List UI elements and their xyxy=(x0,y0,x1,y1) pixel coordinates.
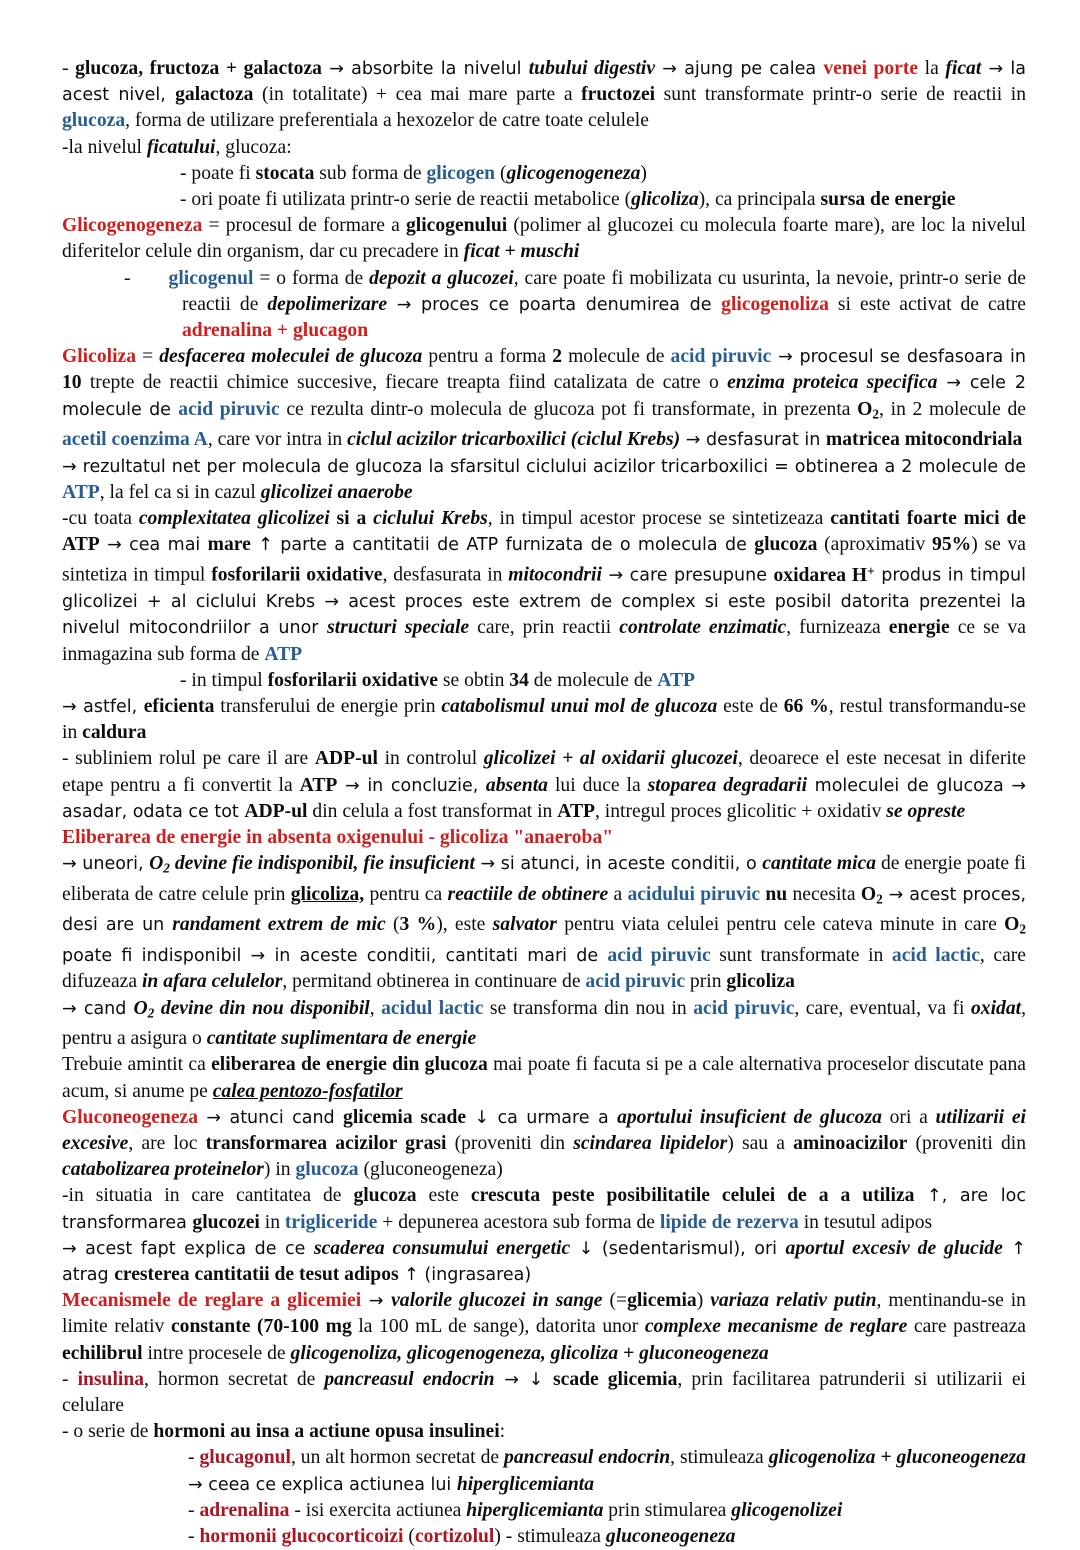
text-run: trepte de reactii chimice succesive, fiecare treapta fiind catalizata de catre o xyxy=(81,372,728,394)
text-run: ce se va inmagazina sub forma de xyxy=(62,617,1026,665)
term-hormonii-glucocorticoizi: hormonii glucocorticoizi xyxy=(199,1526,404,1548)
text-run: transferului de energie prin xyxy=(214,695,442,717)
text-run-bold-italic: scaderea consumului energetic xyxy=(313,1237,571,1259)
text-run-bold: 10 xyxy=(62,372,82,394)
text-run-bold: fosforilarii oxidative xyxy=(211,564,383,586)
text-run-bold-italic: controlate enzimatic xyxy=(619,617,787,639)
text-run-bold: galactoza xyxy=(175,84,254,106)
paragraph-o2-available-again xyxy=(62,996,1026,1053)
text-run-bold-italic: se opreste xyxy=(886,800,966,822)
text-run-bold-italic: utilizarii ei excesive xyxy=(62,1106,1026,1154)
term-acid-piruvic: acid piruvic xyxy=(607,945,711,967)
text-run-bold: glicemia xyxy=(627,1290,697,1312)
text-run-bold: crescuta peste posibilitatile celulei de a a utiliza xyxy=(470,1185,915,1207)
text-run: moleculei de glucoza → asadar, odata ce tot xyxy=(62,775,1027,822)
term-adp-ul: ADP-ul xyxy=(314,748,378,770)
text-run-bold-italic: hiperglicemianta xyxy=(466,1499,604,1521)
text-run-bold-italic: depolimerizare xyxy=(267,293,388,315)
term-trigliceride: trigliceride xyxy=(284,1211,378,1233)
text-run: → atunci cand xyxy=(198,1107,344,1128)
term-atp: ATP xyxy=(264,643,303,665)
text-run-bold: cantitati foarte mici de ATP xyxy=(62,507,1026,556)
paragraph-oxidative-phosphorylation xyxy=(62,506,1026,668)
paragraph-stored-glycogen xyxy=(62,161,1026,187)
text-run: → acest proces, desi are un xyxy=(62,884,1027,936)
text-run: ( xyxy=(495,162,507,184)
text-run: - poate fi xyxy=(180,162,256,184)
paragraph-efficiency xyxy=(62,694,1026,746)
paragraph-glycolysis-def xyxy=(62,344,1026,453)
paragraph-sedentarism xyxy=(62,1236,1026,1288)
text-run-bold-italic: desfacerea moleculei de glucoza xyxy=(159,346,423,368)
formula-symbol: O xyxy=(857,398,873,420)
text-run-bold-italic: cantitate mica xyxy=(762,853,877,875)
text-run: → absorbite la nivelul xyxy=(321,59,529,79)
text-run-bold-italic: mitocondrii xyxy=(508,564,602,586)
text-run: , forma de utilizare preferentiala a hexozelor de catre toate celulele xyxy=(125,110,649,132)
text-run: (aproximativ xyxy=(817,534,933,556)
text-run: poate fi indisponibil → in aceste conditii, cantitati mari de xyxy=(62,946,608,967)
text-run: → xyxy=(361,1291,392,1312)
text-run-bold: constante (70-100 mg xyxy=(170,1316,352,1338)
formula-o2 xyxy=(861,884,883,905)
text-run-bold-italic: complexe mecanisme de reglare xyxy=(644,1316,908,1338)
text-run: (= xyxy=(602,1290,628,1312)
text-run: ( xyxy=(403,1526,415,1548)
term-lipide-de-rezerva: lipide de rezerva xyxy=(659,1211,799,1233)
text-run: ) - stimuleaza xyxy=(494,1526,606,1548)
text-run-bold: transformarea acizilor grasi xyxy=(205,1132,447,1154)
text-run-bold-italic: aportului insuficient de glucoza xyxy=(617,1106,882,1128)
text-run: pentru viata celulei pentru cele cateva minute in care xyxy=(556,914,1005,936)
text-run: ) se va sintetiza in timpul xyxy=(62,534,1026,586)
formula-symbol: O xyxy=(860,883,877,905)
term-acid-piruvic: acid piruvic xyxy=(585,971,686,993)
term-atp: ATP xyxy=(557,800,595,822)
text-run: si este activat de catre xyxy=(828,293,1026,315)
text-run-bold: 2 xyxy=(552,346,562,368)
formula-subscript: 2 xyxy=(1019,921,1026,937)
text-run-blue-bold: glucoza xyxy=(62,110,126,132)
text-run: in xyxy=(259,1211,285,1233)
paragraph-glycemia-regulation xyxy=(62,1288,1026,1367)
paragraph-anaerobic-detail xyxy=(62,851,1026,995)
text-run-bold-italic: stoparea degradarii xyxy=(647,774,808,796)
text-run-bold-italic: salvator xyxy=(492,914,557,936)
text-run-bold-italic: pancreasul endocrin xyxy=(504,1447,671,1469)
formula-o2 xyxy=(149,853,170,874)
text-run: → si atunci, in aceste conditii, o xyxy=(474,854,763,875)
formula-o2 xyxy=(134,998,155,1019)
term-glucoza: glucoza xyxy=(295,1159,359,1181)
term-glicoliza: glicoliza xyxy=(726,971,795,993)
text-run-bold: glucozei xyxy=(192,1211,260,1233)
text-run: + depunerea acestora sub forma de xyxy=(377,1211,660,1233)
paragraph-glucose-absorption xyxy=(62,56,1026,135)
heading-anaerobic-glycolysis xyxy=(62,825,1026,851)
text-run-bold-italic: glicogenogeneza xyxy=(506,162,641,184)
term-atp: ATP xyxy=(62,481,100,503)
term-glicoliza-underlined: glicoliza, xyxy=(290,883,365,905)
formula-symbol: O xyxy=(133,997,148,1019)
text-run: → uneori, xyxy=(62,854,150,875)
text-run: , desfasurata in xyxy=(382,564,509,586)
term-adp-ul: ADP-ul xyxy=(244,800,308,822)
text-run-bold-italic: gluconeogeneza xyxy=(605,1526,736,1548)
heading-mecanisme-reglare: Mecanismele de reglare a glicemiei xyxy=(62,1290,362,1312)
text-run: se obtin xyxy=(437,669,510,691)
text-run: , la fel ca si in cazul xyxy=(99,481,261,503)
term-acetil-coenzima-a: acetil coenzima A xyxy=(62,429,208,451)
text-run-bold: sursa de energie xyxy=(820,189,956,211)
text-run-bold: caldura xyxy=(82,722,147,744)
text-run-bold: glucoza xyxy=(353,1185,417,1207)
text-run: pentru a forma xyxy=(422,346,553,368)
text-run: sunt transformate in xyxy=(710,945,892,967)
text-run: pentru ca xyxy=(364,883,448,905)
text-run: - xyxy=(188,1526,200,1548)
term-acid-piruvic: acid piruvic xyxy=(178,398,280,420)
text-run-bold-italic: glicogenoliza, glicogenogeneza, glicoliza + gluconeogeneza xyxy=(290,1342,769,1364)
text-run-bold-italic: oxidat xyxy=(971,997,1022,1019)
text-run-bold-italic: randament extrem de mic xyxy=(172,914,386,936)
text-run: → desfasurat in xyxy=(680,430,826,451)
text-run: → rezultatul net per molecula de glucoza la sfarsitul ciclului acizilor tricarboxilici = obtinerea a 2 molecule de xyxy=(62,456,1026,477)
text-run: ↑ atrag xyxy=(62,1238,1026,1285)
paragraph-glycogenogenesis-def xyxy=(62,213,1026,265)
paragraph-opposing-hormones xyxy=(62,1419,1026,1445)
text-run: , in timpul acestor procese se sintetizeaza xyxy=(487,507,831,529)
text-run: , prin facilitarea patrunderii si utilizarii ei celulare xyxy=(62,1368,1026,1417)
text-run: - xyxy=(124,267,131,289)
term-cortizolul: cortizolul xyxy=(414,1526,495,1548)
text-run: sunt transformate printr-o serie de reactii in xyxy=(655,84,1026,106)
text-run: - xyxy=(62,58,76,79)
text-run-bold-italic: hiperglicemianta xyxy=(456,1473,595,1495)
text-run-bold-italic: catabolismul unui mol de glucoza xyxy=(441,695,718,717)
text-run-bold-italic: glicogenoliza + gluconeogeneza xyxy=(768,1447,1026,1469)
text-run: a xyxy=(608,883,628,905)
text-run: = procesul de formare a xyxy=(202,215,406,237)
text-run: → procesul se desfasoara in xyxy=(771,347,1026,368)
text-run-bold: glucoza xyxy=(754,534,818,556)
formula-symbol: O xyxy=(1004,914,1020,936)
text-run-bold-italic: ciclului Krebs xyxy=(373,507,488,529)
text-run-bold-italic: ficatului xyxy=(146,136,216,158)
text-run-bold: energie xyxy=(888,617,950,639)
formula-subscript: 2 xyxy=(876,891,883,907)
text-run-bold-italic: valorile glucozei in sange xyxy=(391,1290,603,1312)
term-acid-lactic: acid lactic xyxy=(891,945,980,967)
text-run: necesita xyxy=(787,883,861,905)
text-run: ↑ parte a cantitatii de ATP furnizata de o molecula de xyxy=(250,535,755,556)
text-run-bold-italic: in afara celulelor xyxy=(141,971,283,993)
text-run-bold-italic: glicogenolizei xyxy=(731,1499,843,1521)
text-run: -la nivelul xyxy=(62,136,147,158)
paragraph-excess-glucose xyxy=(62,1183,1026,1235)
text-run-bold: echilibrul xyxy=(62,1342,143,1364)
formula-symbol: O xyxy=(149,853,164,875)
term-atp: ATP xyxy=(657,669,695,691)
text-run-bold: glicemia scade xyxy=(343,1106,467,1128)
text-run: ), ca principala xyxy=(698,189,821,211)
heading-text: Eliberarea de energie in absenta oxigenului - glicoliza "anaeroba" xyxy=(62,826,614,848)
text-run-bold-italic: structuri speciale xyxy=(327,617,470,639)
text-run: in controlul xyxy=(378,748,484,770)
paragraph-adrenaline xyxy=(62,1498,1026,1524)
text-run-bold-italic: variaza relativ putin xyxy=(710,1290,877,1312)
paragraph-glycolysis-energy-source xyxy=(62,187,1026,213)
text-run: , permitand obtinerea in continuare de xyxy=(282,971,586,993)
text-run: → proces ce poarta denumirea de xyxy=(387,294,722,315)
text-run-bold-italic: enzima proteica specifica xyxy=(727,372,938,394)
text-run: care pastreaza xyxy=(907,1316,1026,1338)
text-run: ) xyxy=(696,1290,711,1312)
text-run-bold: scade glicemia xyxy=(553,1368,678,1390)
text-run: → cand xyxy=(62,998,134,1019)
paragraph-adp-role xyxy=(62,746,1026,825)
text-run: - ori poate fi utilizata printr-o serie de reactii metabolice ( xyxy=(180,189,632,211)
text-run: (proveniti din xyxy=(907,1132,1026,1154)
text-run-bold: hormoni au insa a actiune opusa insulinei xyxy=(153,1421,500,1443)
text-run-bold: nu xyxy=(765,883,788,905)
text-run-bold-italic: devine fie indisponibil, fie insuficient xyxy=(169,853,475,875)
text-run: ↑, are loc transformarea xyxy=(62,1186,1026,1233)
paragraph-pentose-phosphate xyxy=(62,1052,1026,1104)
text-run: -cu toata xyxy=(62,507,139,529)
text-run: care, prin reactii xyxy=(469,617,620,639)
formula-subscript: 2 xyxy=(147,1004,155,1020)
paragraph-glucocorticoids xyxy=(62,1524,1026,1550)
text-run: , care poate fi mobilizata cu usurinta, la nevoie, printr-o serie de reactii de xyxy=(182,267,1026,315)
text-run-bold-italic: ciclul acizilor tricarboxilici (ciclul Krebs) xyxy=(347,429,681,451)
text-run: ce rezulta dintr-o molecula de glucoza pot fi transformate, in prezenta xyxy=(279,398,858,420)
text-run: de molecule de xyxy=(528,669,658,691)
text-run: = o forma de xyxy=(253,267,370,289)
text-run: , glucoza: xyxy=(215,136,292,158)
term-gluconeogeneza: Gluconeogeneza xyxy=(62,1106,199,1128)
text-run: ) xyxy=(640,162,647,184)
text-run-bold: 34 xyxy=(509,669,529,691)
text-run: produs in timpul glicolizei + al ciclului Krebs → acest proces este extrem de complex si este posibil datorita prezentei la nivelul mitocondriilor a unor xyxy=(62,565,1026,639)
text-run-bold: aminoacizilor xyxy=(793,1132,908,1154)
text-run: → ajung pe calea xyxy=(655,59,824,79)
text-run: - o serie de xyxy=(62,1421,154,1443)
text-run: , deoarece el este necesat in diferite etape pentru a fi convertit la xyxy=(62,748,1026,796)
formula-symbol: oxidarea H xyxy=(773,564,868,586)
text-run: → ceea ce explica actiunea lui xyxy=(188,1474,457,1495)
text-run-bold-italic: aportul excesiv de glucide xyxy=(785,1237,1003,1259)
text-run: se transforma din nou in xyxy=(483,997,694,1019)
text-run: ↑ (ingrasarea) xyxy=(398,1265,532,1285)
text-run: : xyxy=(499,1421,506,1443)
text-run: - xyxy=(188,1447,200,1469)
text-run: in tesutul adipos xyxy=(798,1211,933,1233)
text-run-bold-italic: ficat xyxy=(945,58,982,79)
term-adrenalina-glucagon: adrenalina + glucagon xyxy=(182,320,369,342)
text-run: (gluconeogeneza) xyxy=(358,1159,503,1181)
term-oxidarea-h xyxy=(774,565,875,586)
paragraph-gluconeogenesis-def xyxy=(62,1105,1026,1184)
text-run: , mentinandu-se in limite relativ xyxy=(62,1290,1026,1338)
text-run-bold-italic: glicolizei anaerobe xyxy=(260,481,413,503)
text-run: → in concluzie, xyxy=(337,775,486,796)
text-run: ) in xyxy=(263,1159,296,1181)
text-run: , intregul proces glicolitic + oxidativ xyxy=(594,800,887,822)
text-run-bold-italic: absenta xyxy=(485,774,548,796)
formula-o2 xyxy=(1004,914,1026,935)
text-run: intre procesele de xyxy=(142,1342,291,1364)
text-run: , are loc xyxy=(128,1132,206,1154)
term-glicogenoliza: glicogenoliza xyxy=(721,293,829,315)
paragraph-insulin xyxy=(62,1367,1026,1419)
text-run: mai poate fi facuta si pe a cale alternativa proceselor discutate pana acum, si anume pe xyxy=(62,1054,1026,1102)
text-run-bold-italic: ficat + muschi xyxy=(463,241,580,263)
text-run: , care vor intra in xyxy=(207,429,348,451)
term-glicogenogeneza: Glicogenogeneza xyxy=(62,215,203,237)
term-glucagonul: glucagonul xyxy=(199,1447,291,1469)
text-run-bold-italic: scindarea lipidelor xyxy=(573,1132,728,1154)
text-run-bold-italic: glicolizei + al oxidarii glucozei xyxy=(483,748,738,770)
paragraph-glycogen-depot xyxy=(62,266,1026,345)
text-run-bold-italic: cantitate suplimentara de energie xyxy=(206,1028,477,1050)
text-run: , pentru a asigura o xyxy=(62,997,1026,1050)
text-run: din celula a fost transformat in xyxy=(307,800,558,822)
text-run-bold: fosforilarii oxidative xyxy=(267,669,438,691)
text-run: , un alt hormon secretat de xyxy=(290,1447,505,1469)
text-run: - in timpul xyxy=(180,669,268,691)
text-run: ↓ ca urmare a xyxy=(466,1107,618,1128)
paragraph-net-result-atp xyxy=(62,454,1026,506)
text-run-bold: 66 % xyxy=(783,695,829,717)
text-run: , care difuzeaza xyxy=(62,945,1026,993)
text-run: ( xyxy=(385,914,400,936)
term-acidul-piruvic: acidului piruvic xyxy=(627,883,761,905)
text-run-bold: si a xyxy=(329,507,374,529)
paragraph-34-atp xyxy=(62,668,1026,694)
text-run: -in situatia in care cantitatea de xyxy=(62,1185,354,1207)
text-run: → care presupune xyxy=(601,565,774,586)
text-run-bold: fructozei xyxy=(581,84,656,106)
term-adrenalina: adrenalina xyxy=(199,1499,290,1521)
text-run: la xyxy=(918,58,946,79)
term-calea-pentozo-fosfatilor: calea pentozo-fosfatilor xyxy=(212,1080,403,1102)
text-run: = xyxy=(136,346,160,368)
term-glicoliza: Glicoliza xyxy=(62,346,137,368)
term-acid-piruvic: acid piruvic xyxy=(670,346,772,368)
term-glicogenul: glicogenul xyxy=(168,267,254,289)
text-run: ), este xyxy=(436,914,493,936)
text-run: - xyxy=(62,1368,78,1390)
paragraph-glucagon xyxy=(62,1445,1026,1497)
text-run-bold: 3 % xyxy=(399,914,437,936)
formula-superscript: + xyxy=(867,563,875,579)
text-run: Trebuie amintit ca xyxy=(62,1054,212,1076)
text-run: ori a xyxy=(881,1106,936,1128)
text-run-bold: glucoza, fructoza + galactoza xyxy=(75,58,322,79)
text-run: este de xyxy=(717,695,784,717)
text-run: ↓ (sedentarismul), ori xyxy=(570,1238,786,1259)
text-run: (in totalitate) + cea mai mare parte a xyxy=(253,84,582,106)
text-run-bold-italic: pancreasul endocrin xyxy=(324,1368,495,1390)
term-acidul-lactic: acidul lactic xyxy=(381,997,484,1019)
text-run: , restul transformandu-se in xyxy=(62,695,1026,744)
text-run: sub forma de xyxy=(314,162,427,184)
text-run: → la acest nivel, xyxy=(62,59,1026,106)
text-run: → cea mai xyxy=(99,535,208,556)
text-run: , furnizeaza xyxy=(786,617,889,639)
text-run: , stimuleaza xyxy=(670,1447,769,1469)
formula-o2 xyxy=(857,399,879,420)
text-run: prin stimularea xyxy=(603,1499,732,1521)
text-run-bold: eficienta xyxy=(143,695,215,717)
text-run-bold-italic: tubului digestiv xyxy=(528,58,656,79)
text-run-bold-italic: complexitatea glicolizei xyxy=(138,507,330,529)
text-run: - isi exercita actiunea xyxy=(289,1499,467,1521)
text-run: - subliniem rolul pe care il are xyxy=(62,748,315,770)
text-run: ) sau a xyxy=(727,1132,794,1154)
term-insulina: insulina xyxy=(77,1368,145,1390)
text-run-bold: 95% xyxy=(932,534,972,556)
text-run-bold-italic: glicoliza xyxy=(631,189,699,211)
text-run-bold: matricea mitocondriala xyxy=(825,429,1023,451)
text-run-blue-bold: glicogen xyxy=(426,162,496,184)
text-run: la 100 mL de sange), datorita unor xyxy=(351,1316,645,1338)
formula-subscript: 2 xyxy=(872,406,880,422)
text-run: → cele 2 molecule de xyxy=(62,373,1027,420)
text-run: de energie poate fi eliberata de catre celule prin xyxy=(62,853,1026,905)
term-atp: ATP xyxy=(299,774,338,796)
text-run: este xyxy=(416,1185,471,1207)
text-run: , care, eventual, va fi xyxy=(794,997,971,1019)
text-run-bold-italic: devine din nou disponibil xyxy=(154,997,370,1019)
term-acid-piruvic: acid piruvic xyxy=(693,997,795,1019)
text-run-bold: mare xyxy=(207,534,251,556)
text-run: (proveniti din xyxy=(446,1132,574,1154)
text-run-bold-italic: depozit a glucozei xyxy=(369,267,514,289)
text-run: molecule de xyxy=(561,346,671,368)
text-run-bold: eliberarea de energie din glucoza xyxy=(211,1054,488,1076)
text-run-red-bold: venei porte xyxy=(823,58,919,79)
text-run-bold: cresterea cantitatii de tesut adipos xyxy=(114,1264,399,1285)
text-run: prin xyxy=(685,971,727,993)
text-run: , xyxy=(369,997,382,1019)
text-run: (polimer al glucozei cu molecula foarte mare), are loc la nivelul diferitelor celule din organism, dar cu precadere in xyxy=(62,215,1026,263)
text-run: → astfel, xyxy=(62,696,144,717)
text-run: lui duce la xyxy=(547,774,648,796)
text-run-bold: glicogenului xyxy=(405,215,508,237)
text-run: - xyxy=(188,1499,200,1521)
formula-subscript: 2 xyxy=(163,860,170,876)
paragraph-liver-level xyxy=(62,135,1026,161)
text-run-bold-italic: reactiile de obtinere xyxy=(447,883,609,905)
text-run: → acest fapt explica de ce xyxy=(62,1238,314,1259)
text-run: → ↓ xyxy=(494,1369,553,1390)
text-run: , in 2 molecule de xyxy=(879,398,1026,420)
text-run: , hormon secretat de xyxy=(144,1368,325,1390)
text-run-bold-italic: catabolizarea proteinelor xyxy=(62,1159,264,1181)
text-run-bold: stocata xyxy=(255,162,315,184)
